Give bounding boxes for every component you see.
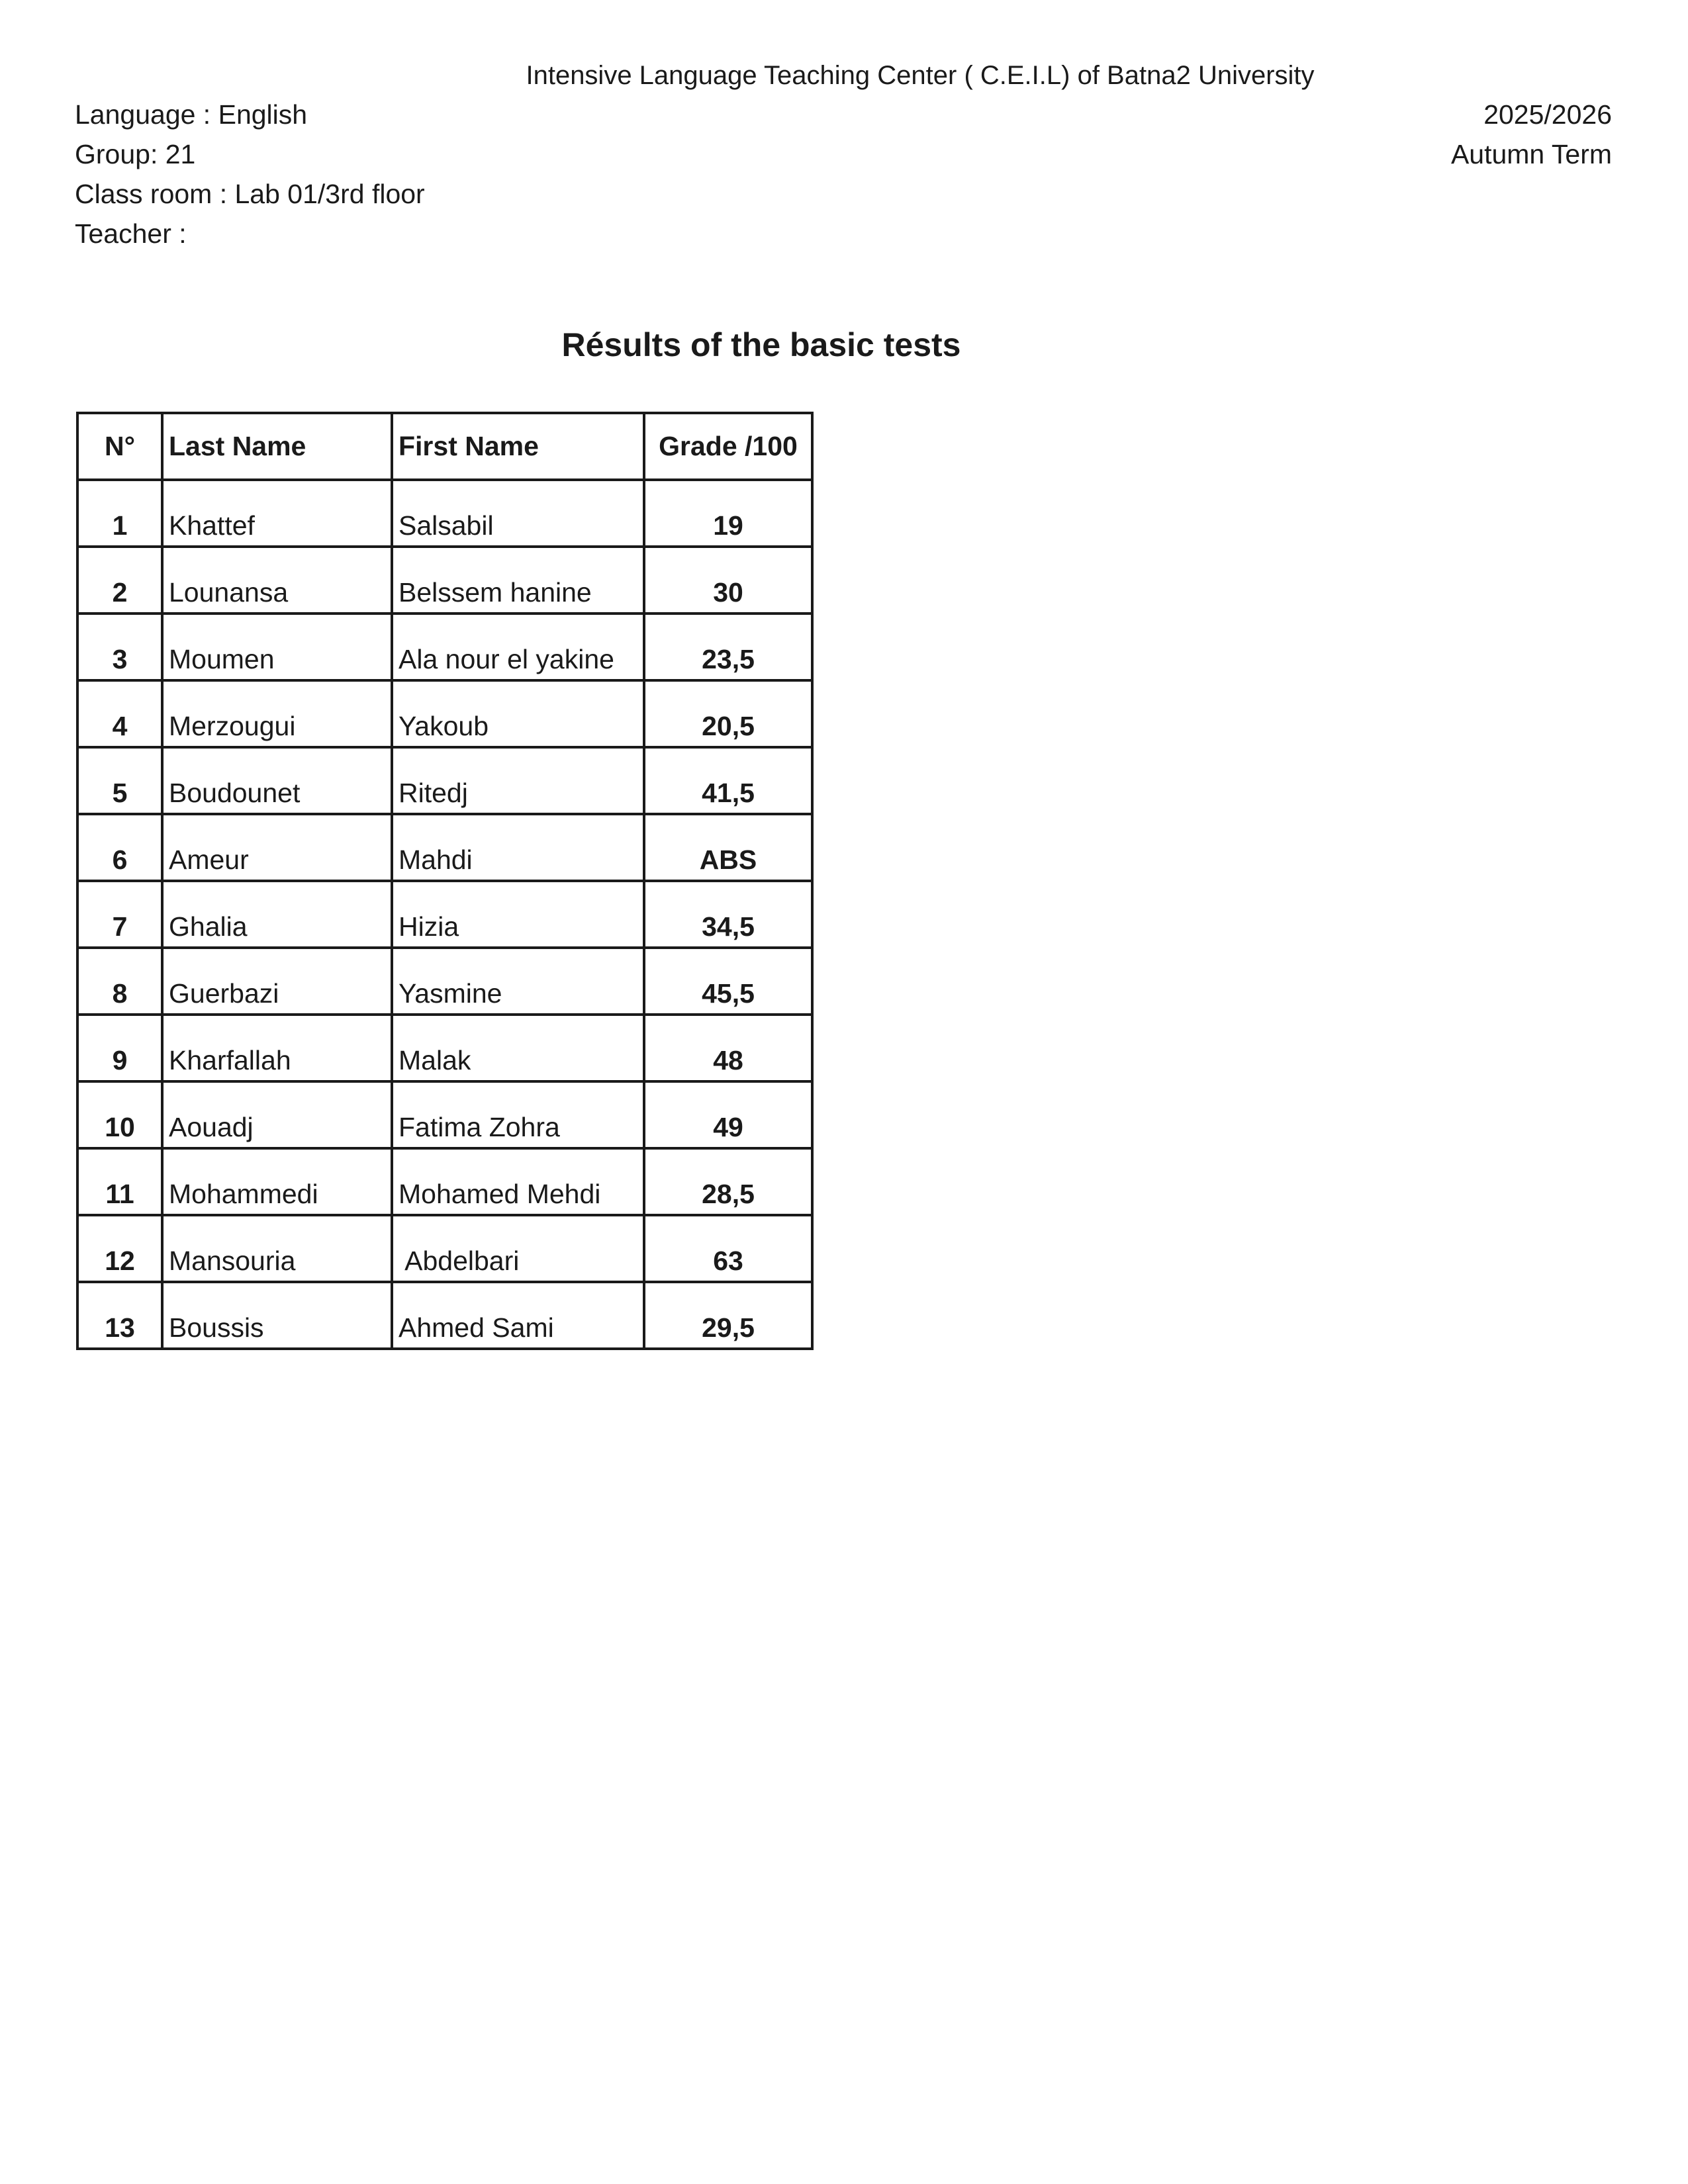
first-name-cell: Belssem hanine — [392, 547, 644, 614]
group-label: Group: 21 — [75, 139, 196, 169]
last-name-cell: Aouadj — [162, 1081, 392, 1148]
column-header-last-name: Last Name — [162, 413, 392, 480]
first-name-cell: Mahdi — [392, 814, 644, 881]
grade-cell: 29,5 — [644, 1282, 812, 1349]
row-number: 13 — [77, 1282, 162, 1349]
grade-cell: 63 — [644, 1215, 812, 1282]
table-row — [77, 1081, 812, 1148]
row-number: 12 — [77, 1215, 162, 1282]
language-label: Language : English — [75, 99, 308, 130]
last-name-cell: Boussis — [162, 1282, 392, 1349]
row-number: 7 — [77, 881, 162, 948]
term-label: Autumn Term — [1450, 139, 1612, 169]
row-number: 4 — [77, 680, 162, 747]
first-name-cell: Yakoub — [392, 680, 644, 747]
table-row — [77, 680, 812, 747]
classroom-label: Class room : Lab 01/3rd floor — [75, 179, 425, 209]
grade-cell: 34,5 — [644, 881, 812, 948]
first-name-cell: Fatima Zohra — [392, 1081, 644, 1148]
row-number: 2 — [77, 547, 162, 614]
first-name-cell: Yasmine — [392, 948, 644, 1015]
table-header-row — [77, 413, 812, 480]
table-row — [77, 1282, 812, 1349]
last-name-cell: Boudounet — [162, 747, 392, 814]
last-name-cell: Kharfallah — [162, 1015, 392, 1081]
table-row — [77, 747, 812, 814]
teacher-label: Teacher : — [75, 218, 187, 249]
column-header-number: N° — [77, 413, 162, 480]
first-name-cell: Salsabil — [392, 480, 644, 547]
academic-year: 2025/2026 — [1483, 99, 1612, 130]
last-name-cell: Mohammedi — [162, 1148, 392, 1215]
table-row — [77, 614, 812, 680]
column-header-grade: Grade /100 — [644, 413, 812, 480]
row-number: 9 — [77, 1015, 162, 1081]
grade-cell: ABS — [644, 814, 812, 881]
grade-cell: 45,5 — [644, 948, 812, 1015]
first-name-cell: Ala nour el yakine — [392, 614, 644, 680]
table-row — [77, 1015, 812, 1081]
first-name-cell: Malak — [392, 1015, 644, 1081]
results-table — [76, 412, 814, 1350]
table-row — [77, 881, 812, 948]
row-number: 1 — [77, 480, 162, 547]
row-number: 11 — [77, 1148, 162, 1215]
table-row — [77, 1148, 812, 1215]
last-name-cell: Mansouria — [162, 1215, 392, 1282]
grade-cell: 49 — [644, 1081, 812, 1148]
last-name-cell: Lounansa — [162, 547, 392, 614]
table-row — [77, 1215, 812, 1282]
grade-cell: 30 — [644, 547, 812, 614]
first-name-cell: Hizia — [392, 881, 644, 948]
first-name-cell: Mohamed Mehdi — [392, 1148, 644, 1215]
last-name-cell: Moumen — [162, 614, 392, 680]
institution-name: Intensive Language Teaching Center ( C.E.I.L) of Batna2 University — [526, 61, 1315, 90]
table-row — [77, 948, 812, 1015]
column-header-first-name: First Name — [392, 413, 644, 480]
last-name-cell: Guerbazi — [162, 948, 392, 1015]
last-name-cell: Ghalia — [162, 881, 392, 948]
grade-cell: 41,5 — [644, 747, 812, 814]
grade-cell: 28,5 — [644, 1148, 812, 1215]
table-row — [77, 547, 812, 614]
table-row — [77, 814, 812, 881]
grade-cell: 23,5 — [644, 614, 812, 680]
first-name-cell: Ahmed Sami — [392, 1282, 644, 1349]
last-name-cell: Ameur — [162, 814, 392, 881]
row-number: 6 — [77, 814, 162, 881]
last-name-cell: Khattef — [162, 480, 392, 547]
grade-cell: 19 — [644, 480, 812, 547]
row-number: 3 — [77, 614, 162, 680]
page-title: Résults of the basic tests — [561, 326, 961, 363]
first-name-cell: Abdelbari — [392, 1215, 644, 1282]
row-number: 8 — [77, 948, 162, 1015]
first-name-cell: Ritedj — [392, 747, 644, 814]
grade-cell: 48 — [644, 1015, 812, 1081]
table-row — [77, 480, 812, 547]
row-number: 10 — [77, 1081, 162, 1148]
grade-cell: 20,5 — [644, 680, 812, 747]
last-name-cell: Merzougui — [162, 680, 392, 747]
row-number: 5 — [77, 747, 162, 814]
